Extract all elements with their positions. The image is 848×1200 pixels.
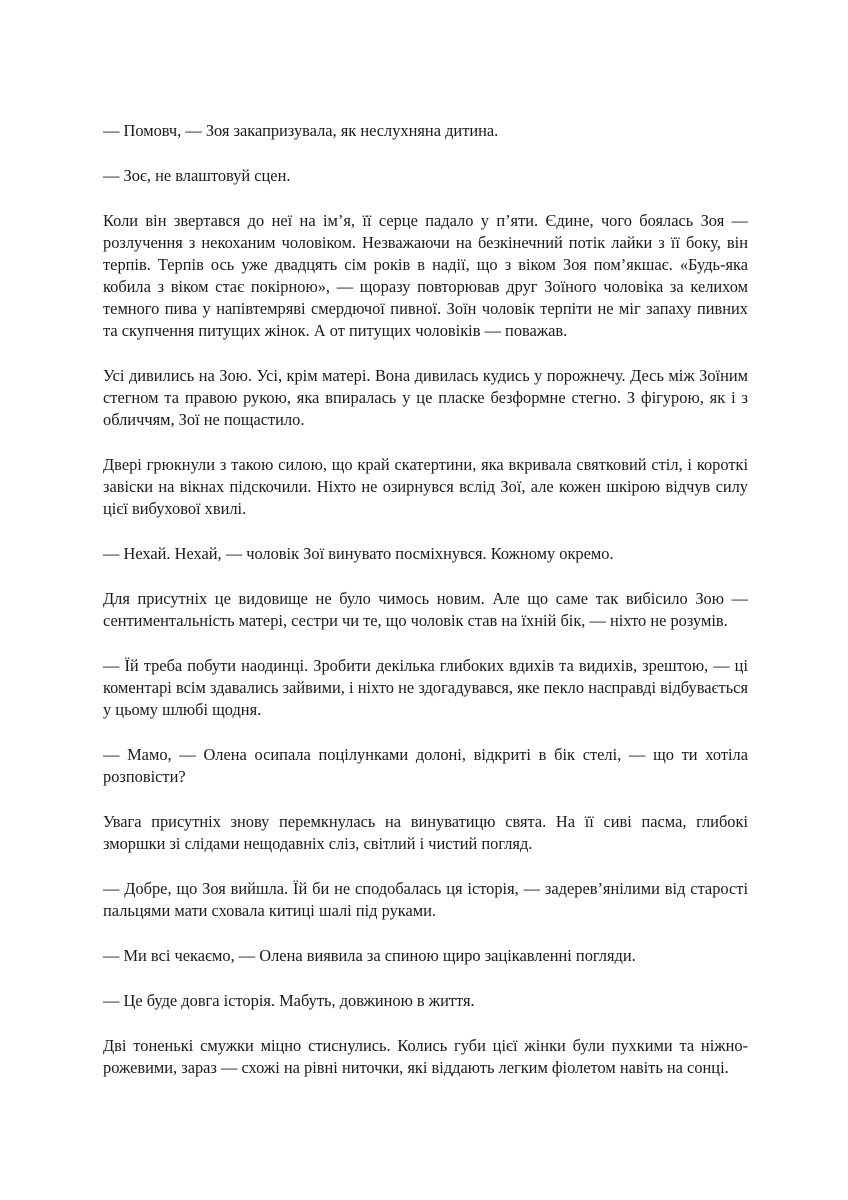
paragraph: Усі дивились на Зою. Усі, крім матері. Вона дивилась кудись у порожнечу. Десь між Зоїним стегном та правою рукою, яка впиралась у це пласке безформне стегно. З фігурою, як і з обличчям, Зої не пощастило. (103, 366, 748, 429)
paragraph: Двері грюкнули з такою силою, що край скатертини, яка вкривала святковий стіл, і короткі завіски на вікнах підскочили. Ніхто не озирнувся вслід Зої, але кожен шкірою відчув силу цієї вибухової хвилі. (103, 455, 748, 518)
paragraph: — Їй треба побути наодинці. Зробити декілька глибоких вдихів та видихів, зрештою, — ці коментарі всім здавались зайвими, і ніхто не здогадувався, яке пекло насправді відбувається у цьому шлюбі щодня. (103, 656, 748, 719)
paragraph: — Помовч, — Зоя закапризувала, як неслухняна дитина. (103, 121, 499, 140)
paragraph: — Ми всі чекаємо, — Олена виявила за спиною щиро зацікавленні погляди. (103, 946, 636, 965)
paragraph: — Мамо, — Олена осипала поцілунками долоні, відкриті в бік стелі, — що ти хотіла розповісти? (103, 745, 748, 786)
paragraph: — Нехай. Нехай, — чоловік Зої винувато посміхнувся. Кожному окремо. (103, 544, 614, 563)
paragraph: — Добре, що Зоя вийшла. Їй би не сподобалась ця історія, — задерев’янілими від старості пальцями мати сховала китиці шалі під руками. (103, 879, 748, 920)
paragraph: — Це буде довга історія. Мабуть, довжиною в життя. (103, 991, 475, 1010)
document-page (103, 120, 748, 1102)
paragraph: Коли він звертався до неї на ім’я, її серце падало у п’яти. Єдине, чого боялась Зоя — розлучення з некоханим чоловіком. Незважаючи на безкінечний потік лайки з її боку, він терпів. Терпів ось уже двадцять сім років в надії, що з віком Зоя пом’якшає. «Будь-яка кобила з віком стає покірною», — щоразу повторював друг Зоїного чоловіка за келихом темного пива у напівтемряві смердючої пивної. Зоїн чоловік терпіти не міг запаху пивних та скупчення питущих жінок. А от питущих чоловіків — поважав. (103, 211, 748, 340)
paragraph: Увага присутніх знову перемкнулась на винуватицю свята. На її сиві пасма, глибокі зморшки зі слідами нещодавніх сліз, світлий і чистий погляд. (103, 812, 748, 853)
paragraph: — Зоє, не влаштовуй сцен. (103, 166, 291, 185)
paragraph: Для присутніх це видовище не було чимось новим. Але що саме так вибісило Зою — сентиментальність матері, сестри чи те, що чоловік став на їхній бік, — ніхто не розумів. (103, 589, 748, 630)
paragraph: Дві тоненькі смужки міцно стиснулись. Колись губи цієї жінки були пухкими та ніжно-рожевими, зараз — схожі на рівні ниточки, які віддають легким фіолетом навіть на сонці. (103, 1036, 748, 1077)
